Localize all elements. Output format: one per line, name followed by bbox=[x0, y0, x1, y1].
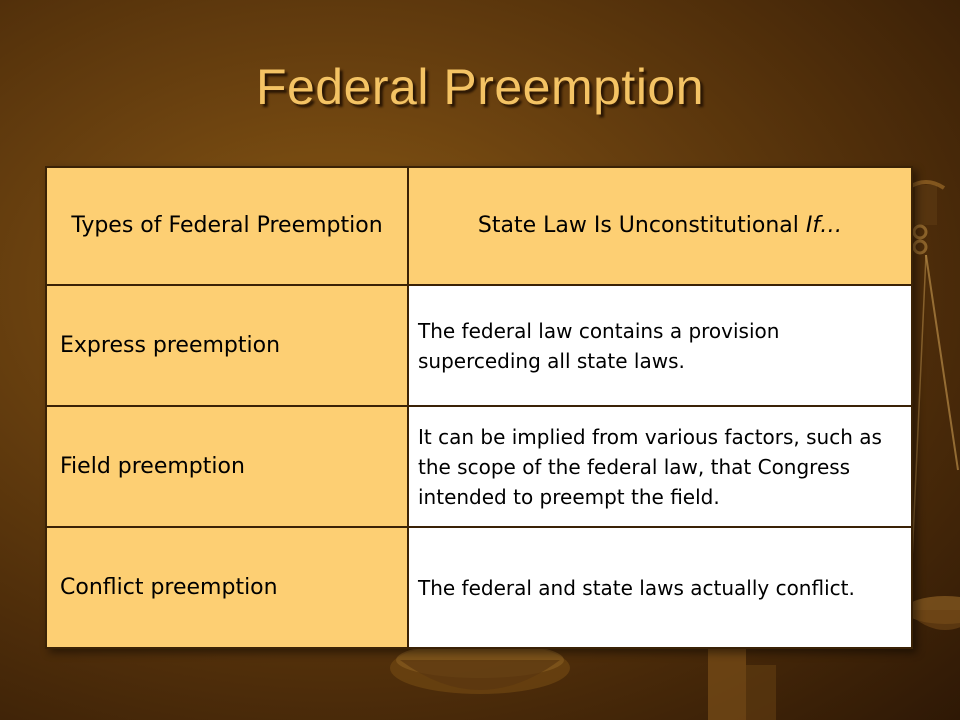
header-types: Types of Federal Preemption bbox=[46, 167, 408, 285]
table-row bbox=[46, 285, 912, 406]
header-unconstitutional-if bbox=[408, 167, 912, 285]
row-condition: The federal law contains a provision superceding all state laws. bbox=[408, 285, 912, 406]
row-condition: It can be implied from various factors, such as the scope of the federal law, that Congress intended to preempt the field. bbox=[408, 406, 912, 527]
row-type-label: Conflict preemption bbox=[46, 527, 408, 648]
table-row bbox=[46, 527, 912, 648]
header-unconstitutional-text: State Law Is Unconstitutional bbox=[477, 213, 806, 238]
row-type-label: Field preemption bbox=[46, 406, 408, 527]
row-type-label: Express preemption bbox=[46, 285, 408, 406]
table-row bbox=[46, 406, 912, 527]
header-if-italic: If… bbox=[805, 213, 843, 238]
preemption-table bbox=[45, 166, 913, 649]
row-condition: The federal and state laws actually conflict. bbox=[408, 527, 912, 648]
slide-title: Federal Preemption bbox=[255, 59, 705, 115]
table-header-row bbox=[46, 167, 912, 285]
